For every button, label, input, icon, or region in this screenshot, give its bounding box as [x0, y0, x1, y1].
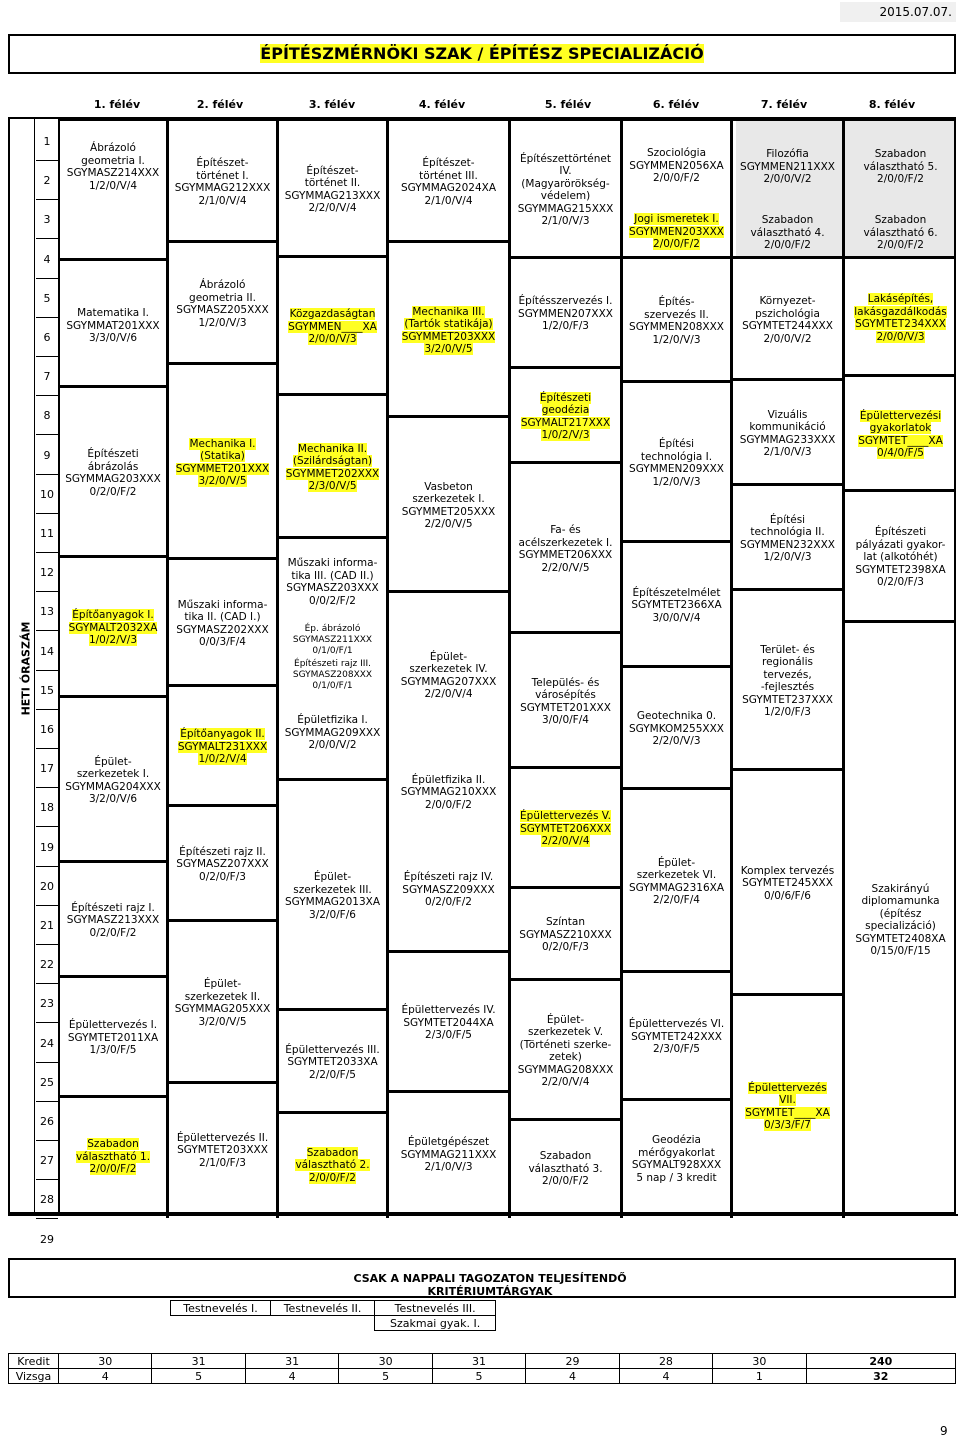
kredit-value: 30	[59, 1354, 152, 1369]
course-cell	[389, 1090, 508, 1214]
row-number: 28	[40, 1193, 54, 1207]
course-text: Szabadon választható 3. 2/0/0/F/2	[528, 1150, 603, 1188]
row-line	[36, 474, 58, 475]
course-text: Szabadon választható 1. 2/0/0/F/2	[75, 1138, 151, 1176]
course-cell	[845, 374, 956, 489]
row-line	[36, 905, 58, 906]
course-cell	[389, 830, 508, 950]
row-number: 26	[40, 1115, 54, 1128]
course-cell	[169, 362, 276, 557]
semester-1: 1. félév	[93, 98, 141, 111]
course-text: Mechanika II. (Szilárdságtan) SGYMMET202XXX 2/3/0/V/5	[285, 442, 380, 492]
kredit-value: 30	[339, 1354, 432, 1369]
row-number: 23	[40, 997, 54, 1011]
course-cell	[169, 919, 276, 1081]
krit-item: Szakmai gyak. I.	[375, 1316, 496, 1331]
row-line	[36, 356, 58, 357]
krit-item: Testnevelés II.	[270, 1301, 374, 1316]
course-text: Szakirányú diplomamunka (építész specializáció) SGYMTET2408XA 0/15/0/F/15	[855, 882, 946, 957]
row-line	[36, 1218, 58, 1219]
course-text: Mechanika I. (Statika) SGYMMET201XXX 3/2/0/V/5	[175, 437, 270, 487]
course-text: Szabadon választható 5. 2/0/0/F/2	[863, 148, 938, 186]
summary-table	[8, 1353, 956, 1384]
course-cell	[511, 978, 620, 1118]
row-line	[36, 591, 58, 592]
course-text: Fa- és acélszerkezetek I. SGYMMET206XXX 2/2/0/V/5	[518, 524, 613, 574]
course-cell	[279, 778, 386, 1008]
semester-4: 4. félév	[418, 98, 466, 111]
course-cell	[733, 588, 842, 768]
course-cell	[169, 118, 276, 240]
row-number: 16	[40, 723, 54, 736]
course-cell	[511, 461, 620, 631]
kriterium-box	[8, 1258, 956, 1298]
course-cell	[623, 787, 730, 970]
course-cell	[279, 536, 386, 622]
course-cell	[511, 886, 620, 978]
course-text: Filozófia SGYMMEN211XXX 2/0/0/V/2	[740, 148, 835, 186]
course-cell	[169, 240, 276, 362]
course-text: Építészeti ábrázolás SGYMMAG203XXX 0/2/0/F/2	[65, 448, 161, 498]
vizsga-value: 5	[339, 1369, 432, 1384]
course-text: Épületfizika II. SGYMMAG210XXX 2/0/0/F/2	[400, 773, 497, 811]
kredit-label: Kredit	[9, 1354, 59, 1369]
vizsga-value: 4	[526, 1369, 619, 1384]
row-number: 17	[40, 762, 54, 776]
row-line	[36, 983, 58, 984]
vizsga-value: 32	[806, 1369, 955, 1384]
title-box	[8, 34, 956, 74]
course-text: Építészeti pályázati gyakor- lat (alkotóhét) SGYMTET2398XA 0/2/0/F/3	[855, 526, 946, 589]
row-line	[36, 826, 58, 827]
course-cell	[733, 256, 842, 378]
course-cell	[733, 483, 842, 588]
course-text: Ábrázoló geometria II. SGYMASZ205XXX 1/2/0/V/3	[176, 279, 269, 329]
row-number: 1	[43, 135, 51, 148]
course-text: Ép. ábrázoló SGYMASZ211XXX 0/1/0/F/1	[292, 623, 373, 656]
course-text: Matematika I. SGYMMAT201XXX 3/3/0/V/6	[66, 307, 160, 345]
row-line	[36, 1022, 58, 1023]
row-line	[36, 944, 58, 945]
course-text: Vasbeton szerkezetek I. SGYMMET205XXX 2/2/0/V/5	[401, 480, 496, 530]
row-number: 6	[43, 331, 51, 344]
row-number: 14	[40, 644, 54, 658]
course-text: Építés- szervezés II. SGYMMEN208XXX 1/2/0/V/3	[629, 296, 724, 346]
row-number: 4	[43, 252, 51, 266]
course-cell	[511, 256, 620, 366]
course-cell	[169, 1081, 276, 1214]
course-cell	[389, 118, 508, 240]
course-text: Építészeti rajz III. SGYMASZ208XXX 0/1/0/F/1	[292, 659, 373, 691]
course-cell	[733, 378, 842, 483]
row-number: 20	[40, 879, 54, 893]
course-cell	[733, 993, 842, 1214]
course-cell	[733, 768, 842, 993]
row-line	[36, 1179, 58, 1180]
course-cell	[60, 695, 166, 860]
row-number: 13	[40, 605, 54, 619]
course-text: Épület- szerkezetek II. SGYMMAG205XXX 3/2/0/V/5	[174, 978, 271, 1028]
row-line	[36, 278, 58, 279]
course-cell	[389, 950, 508, 1090]
row-number: 18	[40, 801, 54, 815]
krit-item: Testnevelés I.	[171, 1301, 271, 1316]
course-cell	[623, 208, 730, 256]
course-text: Épületfizika I. SGYMMAG209XXX 2/0/0/V/2	[284, 714, 381, 752]
course-cell	[60, 385, 166, 555]
row-number: 9	[43, 448, 51, 462]
date: 2015.07.07.	[840, 2, 956, 22]
page-title: ÉPÍTÉSZMÉRNÖKI SZAK / ÉPÍTÉSZ SPECIALIZÁCIÓ	[260, 44, 704, 63]
course-text: Épülettervezés V. SGYMTET206XXX 2/2/0/V/4	[520, 810, 611, 848]
course-text: Környezet- pszichológia SGYMTET244XXX 2/0/0/V/2	[742, 295, 833, 345]
kredit-value: 31	[152, 1354, 245, 1369]
row-line	[36, 160, 58, 161]
course-cell	[845, 256, 956, 374]
course-text: Szabadon választható 4. 2/0/0/F/2	[750, 214, 825, 252]
course-cell	[623, 970, 730, 1098]
course-text: Szabadon választható 2. 2/0/0/F/2	[295, 1146, 370, 1184]
course-text: Lakásépítés, lakásgazdálkodás SGYMTET234XXX 2/0/0/V/3	[854, 293, 947, 343]
course-text: Épület- szerkezetek V. (Történeti szerke- zetek) SGYMMAG208XXX 2/2/0/V/4	[517, 1013, 614, 1088]
semester-6: 6. félév	[652, 98, 700, 111]
course-cell	[279, 658, 386, 691]
course-text: Ábrázoló geometria I. SGYMASZ214XXX 1/2/0/V/4	[66, 142, 160, 192]
course-text: Épülettervezés IV. SGYMTET2044XA 2/3/0/F/5	[401, 1004, 496, 1042]
course-text: Épülettervezési gyakorlatok SGYMTET____XA 0/4/0/F/5	[858, 409, 943, 459]
course-text: Építészettörténet IV. (Magyarörökség- védelem) SGYMMAG215XXX 2/1/0/V/3	[517, 152, 614, 227]
course-cell	[623, 380, 730, 540]
course-text: Épület- szerkezetek IV. SGYMMAG207XXX 2/2/0/V/4	[400, 650, 497, 700]
row-number: 29	[40, 1232, 54, 1246]
course-text: Mechanika III. (Tartók statikája) SGYMMET203XXX 3/2/0/V/5	[401, 305, 496, 355]
course-cell	[279, 688, 386, 778]
course-text: Komplex tervezés SGYMTET245XXX 0/0/6/F/6	[740, 864, 835, 902]
row-line	[36, 317, 58, 318]
kredit-value: 29	[526, 1354, 619, 1369]
semester-5: 5. félév	[544, 98, 592, 111]
course-text: Épület- szerkezetek I. SGYMMAG204XXX 3/2/0/V/6	[65, 755, 161, 805]
row-line	[36, 630, 58, 631]
course-text: Építészeti rajz IV. SGYMASZ209XXX 0/2/0/F/2	[402, 871, 495, 909]
vizsga-value: 5	[152, 1369, 245, 1384]
vizsga-value: 4	[619, 1369, 712, 1384]
course-cell	[279, 622, 386, 658]
semester-7: 7. félév	[760, 98, 808, 111]
course-text: Műszaki informa- tika III. (CAD II.) SGYMASZ203XXX 0/0/2/F/2	[286, 557, 379, 607]
row-number: 11	[40, 527, 54, 540]
course-cell	[511, 118, 620, 256]
vizsga-value: 4	[59, 1369, 152, 1384]
row-number: 12	[40, 566, 54, 580]
row-number: 27	[40, 1154, 54, 1168]
row-number: 19	[40, 840, 54, 854]
course-cell	[279, 1111, 386, 1214]
row-number: 15	[40, 683, 54, 697]
row-number: 7	[43, 370, 51, 384]
course-text: Építési technológia II. SGYMMEN232XXX 1/2/0/V/3	[740, 513, 835, 563]
row-line	[36, 1101, 58, 1102]
course-text: Épülettervezés III. SGYMTET2033XA 2/2/0/F/5	[285, 1043, 380, 1081]
course-text: Szociológia SGYMMEN2056XA 2/0/0/F/2	[629, 147, 724, 185]
kriterium-table	[170, 1300, 496, 1331]
course-cell	[279, 118, 386, 255]
course-cell	[60, 555, 166, 695]
course-text: Épületgépészet SGYMMAG211XXX 2/1/0/V/3	[400, 1136, 497, 1174]
course-text: Jogi ismeretek I. SGYMMEN203XXX 2/0/0/F/2	[629, 213, 724, 251]
course-text: Szabadon választható 6. 2/0/0/F/2	[863, 214, 938, 252]
page-number: 9	[940, 1424, 948, 1438]
course-text: Épülettervezés I. SGYMTET2011XA 1/3/0/F/5	[67, 1019, 159, 1057]
row-line	[36, 748, 58, 749]
course-cell	[60, 975, 166, 1095]
semester-8: 8. félév	[868, 98, 916, 111]
course-text: Építészeti rajz II. SGYMASZ207XXX 0/2/0/F/3	[176, 845, 269, 883]
course-cell	[60, 118, 166, 210]
course-cell	[623, 118, 730, 208]
row-line	[36, 395, 58, 396]
row-line	[36, 866, 58, 867]
row-line	[36, 199, 58, 200]
row-number: 10	[40, 487, 54, 501]
vizsga-value: 5	[432, 1369, 525, 1384]
course-text: Épülettervezés VI. SGYMTET242XXX 2/3/0/F/5	[628, 1018, 725, 1056]
krit-item: Testnevelés III.	[375, 1301, 496, 1316]
course-text: Színtan SGYMASZ210XXX 0/2/0/F/3	[519, 916, 612, 954]
row-number: 8	[43, 409, 51, 423]
course-text: Építészeti geodézia SGYMALT217XXX 1/0/2/V/3	[520, 391, 611, 441]
row-line	[36, 670, 58, 671]
kredit-value: 240	[806, 1354, 955, 1369]
course-text: Építészet- történet II. SGYMMAG213XXX 2/2/0/V/4	[284, 164, 381, 214]
course-cell	[169, 804, 276, 919]
course-text: Építészet- történet III. SGYMMAG2024XA 2/1/0/V/4	[400, 157, 497, 207]
course-cell	[511, 1118, 620, 1214]
kredit-value: 30	[713, 1354, 806, 1369]
course-text: Épülettervezés VII. SGYMTET____XA 0/3/3/F/7	[745, 1081, 830, 1131]
kredit-value: 31	[432, 1354, 525, 1369]
course-cell	[389, 240, 508, 415]
course-text: Közgazdaságtan SGYMMEN____XA 2/0/0/V/3	[288, 308, 377, 346]
course-cell	[845, 489, 956, 620]
course-cell	[511, 366, 620, 461]
course-cell	[733, 118, 842, 210]
course-text: Építésszervezés I. SGYMMEN207XXX 1/2/0/F/3	[518, 295, 613, 333]
course-cell	[169, 684, 276, 804]
course-text: Épület- szerkezetek VI. SGYMMAG2316XA 2/2/0/F/4	[628, 856, 725, 906]
row-number: 22	[40, 958, 54, 972]
row-number: 25	[40, 1075, 54, 1089]
row-number: 2	[43, 174, 51, 188]
course-cell	[389, 415, 508, 590]
course-cell	[389, 755, 508, 830]
course-cell	[845, 210, 956, 256]
course-cell	[60, 860, 166, 975]
row-line	[36, 709, 58, 710]
row-line	[36, 552, 58, 553]
course-text: Építészeti rajz I. SGYMASZ213XXX 0/2/0/F/2	[66, 901, 160, 939]
course-text: Épülettervezés II. SGYMTET203XXX 2/1/0/F/3	[176, 1131, 269, 1169]
side-label: HETI ÓRASZÁM	[19, 621, 33, 716]
course-cell	[623, 256, 730, 380]
course-cell	[845, 118, 956, 210]
semester-2: 2. félév	[196, 98, 244, 111]
row-line	[36, 434, 58, 435]
course-text: Építőanyagok II. SGYMALT231XXX 1/0/2/V/4	[177, 728, 268, 766]
course-cell	[623, 1098, 730, 1214]
vizsga-value: 4	[245, 1369, 338, 1384]
course-cell	[60, 1095, 166, 1213]
course-cell	[733, 210, 842, 256]
vizsga-value: 1	[713, 1369, 806, 1384]
row-line	[36, 1140, 58, 1141]
course-text: Geotechnika 0. SGYMKOM255XXX 2/2/0/V/3	[628, 710, 724, 748]
row-number: 21	[40, 919, 54, 932]
row-number: 5	[43, 291, 51, 305]
row-line	[36, 1062, 58, 1063]
course-text: Épület- szerkezetek III. SGYMMAG2013XA 3/2/0/F/6	[284, 871, 381, 921]
semester-3: 3. félév	[308, 98, 356, 111]
course-text: Építőanyagok I. SGYMALT2032XA 1/0/2/V/3	[68, 609, 158, 647]
kriterium-title: CSAK A NAPPALI TAGOZATON TELJESÍTENDŐ KRITÉRIUMTÁRGYAK	[353, 1272, 627, 1298]
course-text: Műszaki informa- tika II. (CAD I.) SGYMASZ202XXX 0/0/3/F/4	[176, 598, 269, 648]
row-line	[36, 787, 58, 788]
kredit-value: 31	[245, 1354, 338, 1369]
course-cell	[623, 540, 730, 665]
course-cell	[845, 620, 956, 1214]
course-cell	[169, 557, 276, 684]
row-number: 3	[43, 213, 51, 227]
course-text: Építési technológia I. SGYMMEN209XXX 1/2/0/V/3	[629, 438, 724, 488]
course-cell	[60, 258, 166, 388]
course-cell	[623, 665, 730, 787]
row-line	[36, 513, 58, 514]
kredit-value: 28	[619, 1354, 712, 1369]
vizsga-label: Vizsga	[9, 1369, 59, 1384]
course-cell	[279, 255, 386, 393]
course-text: Építészet- történet I. SGYMMAG212XXX 2/1/0/V/4	[174, 157, 271, 207]
course-cell	[279, 393, 386, 536]
row-number: 24	[40, 1036, 54, 1050]
course-text: Település- és városépítés SGYMTET201XXX 3/0/0/F/4	[520, 676, 611, 726]
course-cell	[511, 631, 620, 766]
course-cell	[279, 1008, 386, 1111]
course-cell	[389, 590, 508, 755]
course-text: Terület- és regionális tervezés, -fejlesztés SGYMTET237XXX 1/2/0/F/3	[742, 643, 833, 718]
course-text: Építészetelmélet SGYMTET2366XA 3/0/0/V/4	[631, 586, 722, 624]
row-line	[36, 238, 58, 239]
course-cell	[511, 766, 620, 886]
course-text: Geodézia mérőgyakorlat SGYMALT928XXX 5 nap / 3 kredit	[631, 1134, 722, 1184]
course-text: Vizuális kommunikáció SGYMMAG233XXX 2/1/0/V/3	[739, 408, 836, 458]
